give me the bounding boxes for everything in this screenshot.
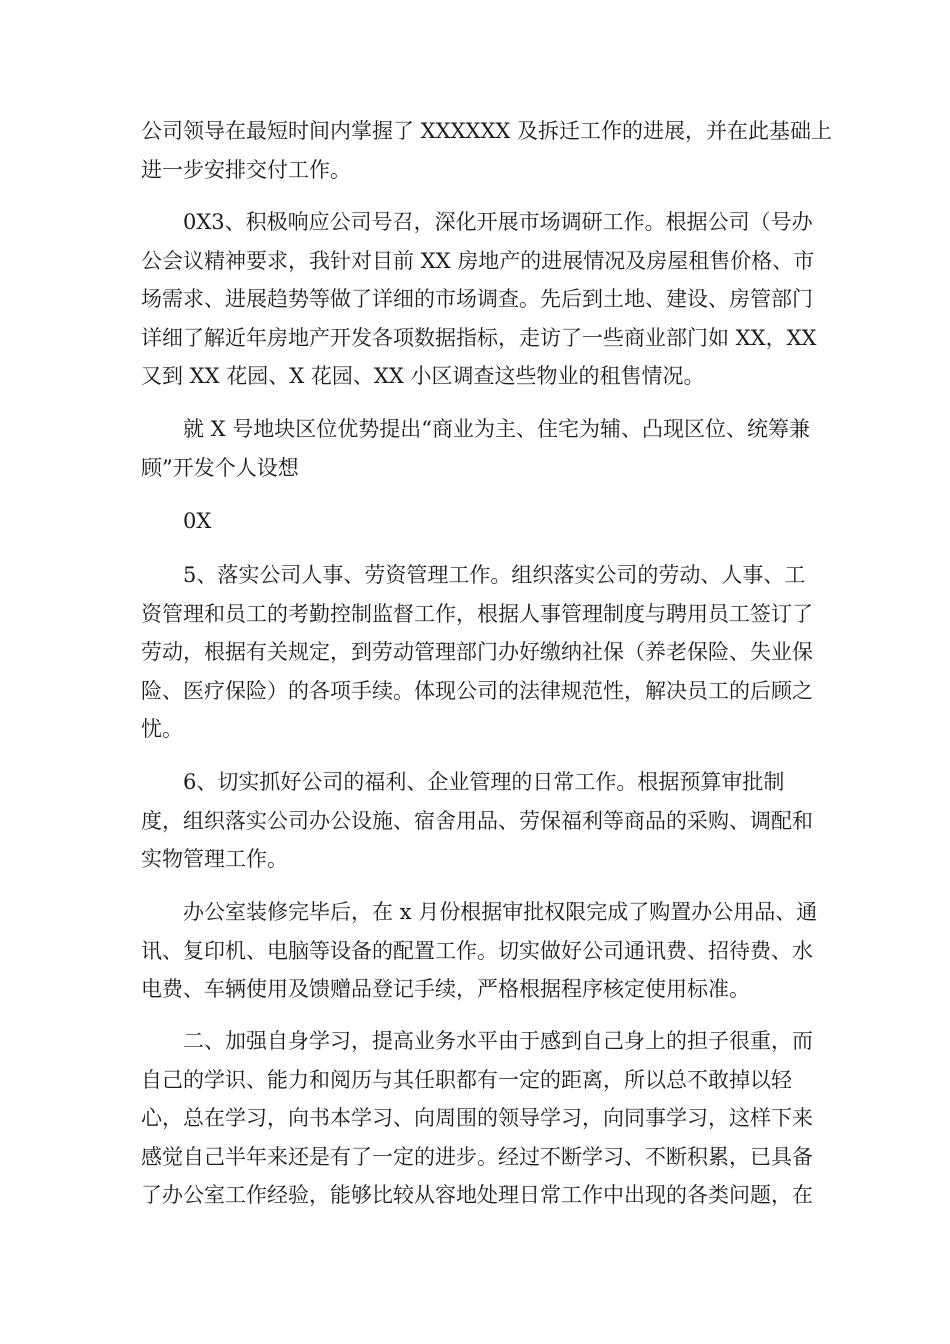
text-line: 自己的学识、能力和阅历与其任职都有一定的距离，所以总不敢掉以轻 [141, 1067, 792, 1092]
text-line: 进一步安排交付工作。 [141, 157, 351, 182]
text-line: 险、医疗保险）的各项手续。体现公司的法律规范性，解决员工的后顾之 [141, 678, 813, 703]
paragraph [141, 410, 831, 487]
text-line: 了办公室工作经验，能够比较从容地处理日常工作中出现的各类问题，在 [141, 1183, 813, 1207]
text-line: 办公室装修完毕后，在 x 月份根据审批权限完成了购置办公用品、通 [141, 900, 818, 924]
text-line: 度，组织落实公司办公设施、宿舍用品、劳保福利等商品的采购、调配和 [141, 808, 813, 833]
text-line: 电费、车辆使用及馈赠品登记手续，严格根据程序核定使用标准。 [141, 977, 750, 1001]
text-line: 又到 XX 花园、X 花园、XX 小区调查这些物业的租售情况。 [141, 364, 705, 388]
paragraph [141, 763, 831, 879]
text-line: 详细了解近年房地产开发各项数据指标，走访了一些商业部门如 XX，XX [141, 325, 817, 350]
paragraph [141, 203, 831, 396]
paragraph [141, 893, 831, 1009]
text-line: 劳动，根据有关规定，到劳动管理部门办好缴纳社保（养老保险、失业保 [141, 640, 813, 664]
text-line: 实物管理工作。 [141, 847, 288, 871]
text-line: 场需求、进展趋势等做了详细的市场调查。先后到土地、建设、房管部门 [141, 287, 813, 311]
text-line: 公会议精神要求，我针对目前 XX 房地产的进展情况及房屋租售价格、市 [141, 248, 815, 273]
paragraph [141, 502, 831, 541]
text-line: 顾”开发个人设想 [141, 455, 299, 480]
text-line: 感觉自己半年来还是有了一定的进步。经过不断学习、不断积累，已具备 [141, 1144, 813, 1169]
text-line: 讯、复印机、电脑等设备的配置工作。切实做好公司通讯费、招待费、水 [141, 938, 813, 963]
text-line: 5、落实公司人事、劳资管理工作。组织落实公司的劳动、人事、工 [141, 563, 806, 587]
paragraph [141, 1022, 831, 1215]
text-line: 6、切实抓好公司的福利、企业管理的日常工作。根据预算审批制 [141, 770, 785, 794]
text-line: 就 X 号地块区位优势提出“商业为主、住宅为辅、凸现区位、统筹兼 [141, 417, 811, 441]
text-line: 资管理和员工的考勤控制监督工作，根据人事管理制度与聘用员工签订了 [141, 601, 813, 626]
paragraph [141, 112, 831, 189]
text-line: 公司领导在最短时间内掌握了 XXXXXX 及拆迁工作的进展，并在此基础上 [141, 119, 833, 143]
text-line: 0X3、积极响应公司号召，深化开展市场调研工作。根据公司（号办 [141, 210, 813, 234]
text-line: 忧。 [141, 717, 183, 741]
paragraph [141, 556, 831, 749]
text-line: 二、加强自身学习，提高业务水平由于感到自己身上的担子很重，而 [141, 1029, 813, 1053]
text-line: 0X [141, 509, 212, 533]
text-line: 心，总在学习，向书本学习、向周围的领导学习，向同事学习，这样下来 [141, 1106, 813, 1130]
